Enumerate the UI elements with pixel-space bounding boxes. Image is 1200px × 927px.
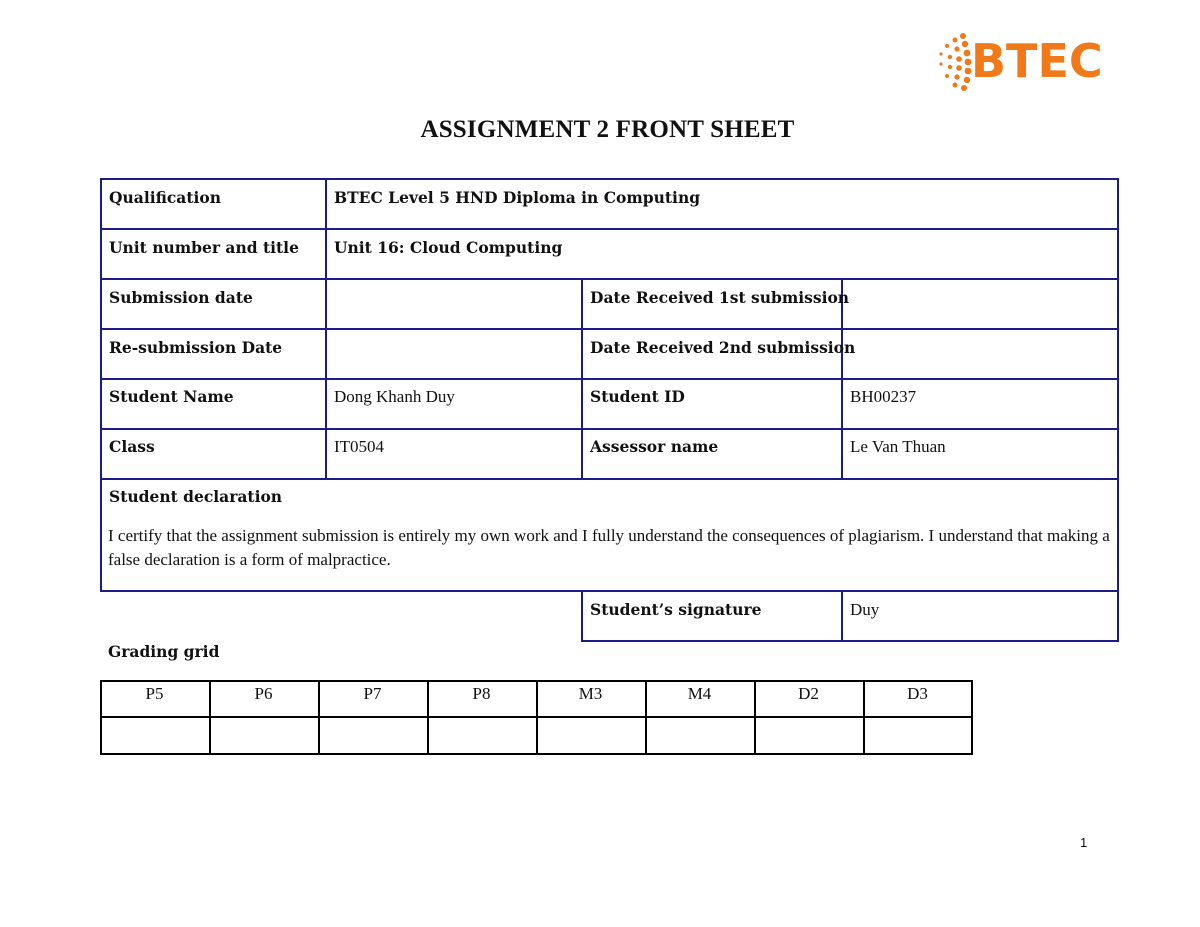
signature-value: Duy	[850, 600, 880, 619]
student-id-value: BH00237	[850, 387, 917, 406]
page-title: ASSIGNMENT 2 FRONT SHEET	[420, 116, 795, 143]
unit-value: Unit 16: Cloud Computing	[334, 238, 563, 257]
signature-label: Student’s signature	[590, 600, 762, 619]
front-sheet-table	[100, 178, 1119, 642]
grid-header-p7: P7	[363, 684, 382, 703]
grid-header-m4: M4	[687, 684, 712, 703]
page-number: 1	[1080, 835, 1088, 850]
resubmission-date-label: Re-submission Date	[109, 338, 283, 357]
grid-header-p5: P5	[145, 684, 164, 703]
grid-header-p6: P6	[254, 684, 273, 703]
class-value: IT0504	[334, 437, 385, 456]
student-name-value: Dong Khanh Duy	[334, 387, 455, 406]
grading-grid	[100, 680, 973, 755]
date-received-2-label: Date Received 2nd submission	[590, 338, 856, 357]
btec-logo	[935, 30, 1125, 94]
grid-header-m3: M3	[578, 684, 603, 703]
submission-date-label: Submission date	[109, 288, 253, 307]
assessor-label: Assessor name	[590, 437, 719, 456]
grading-grid-title: Grading grid	[108, 642, 220, 661]
qualification-value: BTEC Level 5 HND Diploma in Computing	[334, 188, 701, 207]
declaration-text: I certify that the assignment submission is entirely my own work and I fully understand the consequences of plagiarism. I understand that making a false declaration is a form of malpractice.	[108, 526, 1110, 569]
student-id-label: Student ID	[590, 387, 685, 406]
declaration-label: Student declaration	[109, 487, 283, 506]
unit-label: Unit number and title	[109, 238, 299, 257]
date-received-1-label: Date Received 1st submission	[590, 288, 850, 307]
grid-header-p8: P8	[472, 684, 491, 703]
class-label: Class	[109, 437, 155, 456]
grid-header-d2: D2	[798, 684, 819, 703]
dots-logo-icon	[935, 30, 975, 94]
logo-text: BTEC	[971, 34, 1103, 88]
student-name-label: Student Name	[109, 387, 234, 406]
qualification-label: Qualification	[109, 188, 221, 207]
assessor-value: Le Van Thuan	[850, 437, 946, 456]
grid-header-d3: D3	[907, 684, 928, 703]
